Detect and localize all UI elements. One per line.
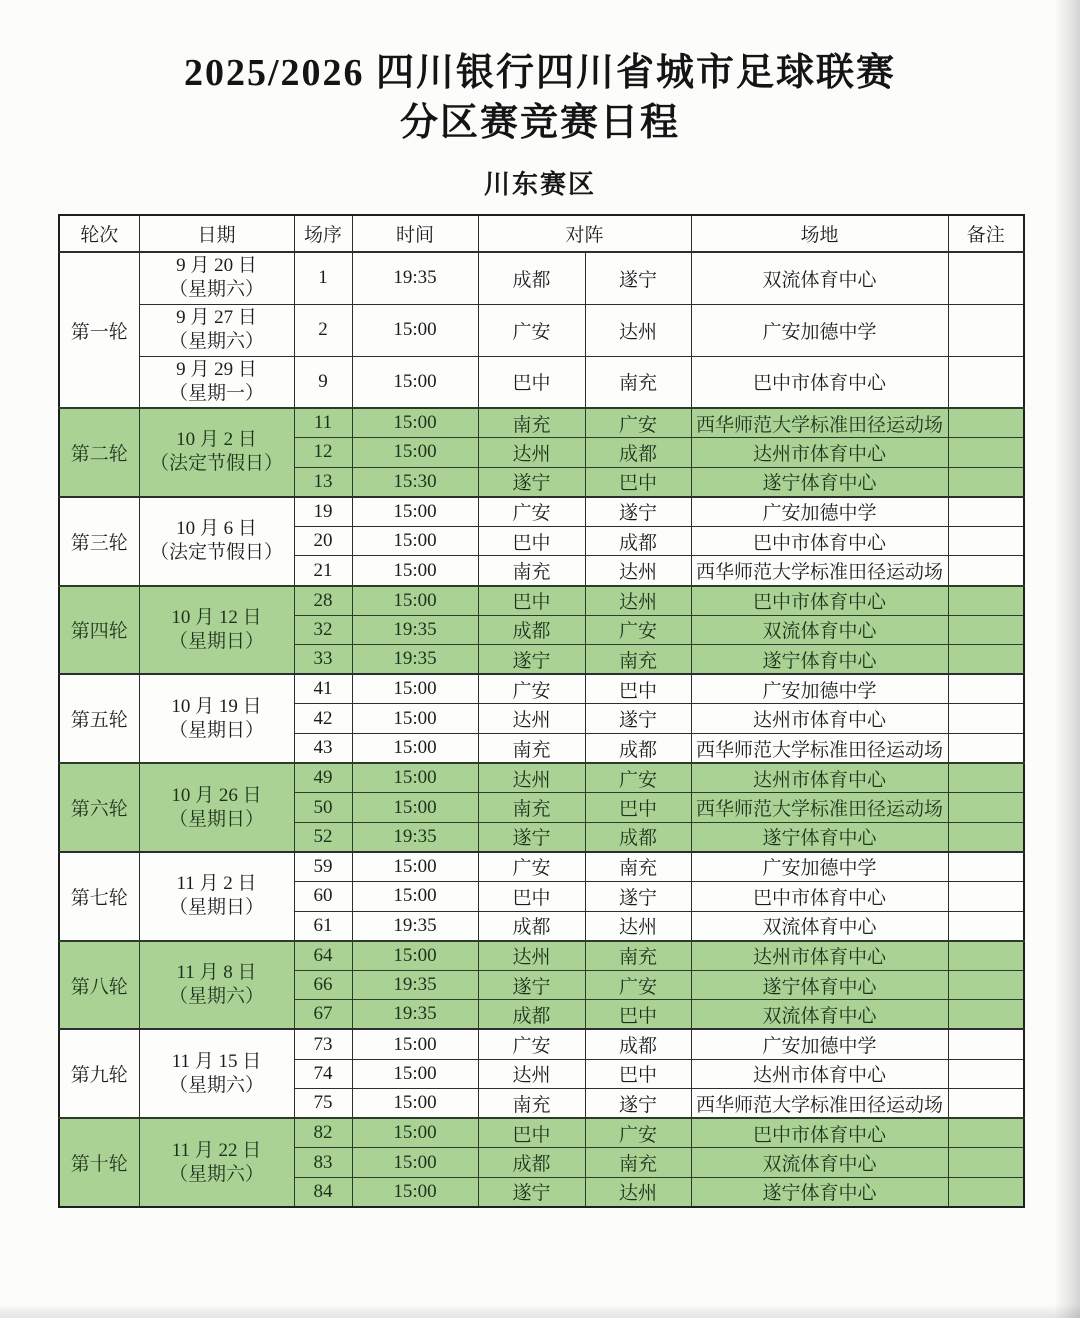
- away-team: 成都: [585, 822, 691, 852]
- home-team: 巴中: [478, 882, 585, 912]
- date-cell: [139, 852, 294, 941]
- round-label: 第四轮: [59, 586, 139, 675]
- match-no: 2: [294, 304, 352, 356]
- title-block: [0, 0, 1080, 148]
- date-text: 9 月 27 日: [176, 307, 257, 328]
- away-team: 达州: [585, 1177, 691, 1207]
- date-cell: [139, 1118, 294, 1207]
- header-round: 轮次: [59, 215, 139, 252]
- date-note-text: （星期日）: [168, 719, 264, 741]
- away-team: 达州: [585, 911, 691, 941]
- match-time: 15:00: [352, 1177, 478, 1207]
- away-team: 广安: [585, 615, 691, 645]
- match-time: 15:00: [352, 304, 478, 356]
- date-cell: [139, 674, 294, 763]
- home-team: 南充: [478, 556, 585, 586]
- away-team: 遂宁: [585, 882, 691, 912]
- match-row: [59, 408, 1024, 438]
- venue: 遂宁体育中心: [691, 1177, 948, 1207]
- photo-edge-shadow-bottom: [0, 1304, 1080, 1318]
- date-note-text: （星期六）: [168, 986, 264, 1008]
- round-label: 第二轮: [59, 408, 139, 497]
- away-team: 成都: [585, 734, 691, 764]
- match-time: 19:35: [352, 970, 478, 1000]
- away-team: 遂宁: [585, 497, 691, 527]
- date-text: 10 月 26 日: [171, 784, 262, 806]
- match-no: 83: [294, 1148, 352, 1178]
- date-text: 9 月 29 日: [176, 358, 257, 380]
- date-cell: [139, 304, 294, 356]
- match-time: 19:35: [352, 822, 478, 852]
- match-no: 19: [294, 497, 352, 527]
- home-team: 巴中: [478, 1118, 585, 1148]
- schedule-body: [59, 252, 1024, 1207]
- match-time: 15:00: [352, 356, 478, 408]
- date-cell: [139, 252, 294, 304]
- date-text: 11 月 22 日: [171, 1139, 262, 1161]
- header-match-no: 场序: [294, 215, 352, 252]
- remark: [948, 793, 1024, 823]
- venue: 西华师范大学标准田径运动场: [691, 1089, 948, 1119]
- away-team: 巴中: [585, 467, 691, 497]
- date-text: 10 月 6 日: [176, 518, 257, 540]
- home-team: 广安: [478, 852, 585, 882]
- remark: [948, 556, 1024, 586]
- match-row: [59, 674, 1024, 704]
- remark: [948, 1118, 1024, 1148]
- venue: 双流体育中心: [691, 911, 948, 941]
- remark: [948, 1059, 1024, 1089]
- match-time: 19:35: [352, 911, 478, 941]
- away-team: 成都: [585, 1029, 691, 1059]
- match-no: 82: [294, 1118, 352, 1148]
- match-time: 15:00: [352, 852, 478, 882]
- match-row: [59, 1029, 1024, 1059]
- match-no: 21: [294, 556, 352, 586]
- date-note-text: （法定节假日）: [149, 453, 283, 475]
- match-no: 50: [294, 793, 352, 823]
- away-team: 遂宁: [585, 704, 691, 734]
- remark: [948, 526, 1024, 556]
- match-time: 15:00: [352, 941, 478, 971]
- away-team: 南充: [585, 1148, 691, 1178]
- home-team: 广安: [478, 674, 585, 704]
- match-time: 15:00: [352, 526, 478, 556]
- away-team: 巴中: [585, 793, 691, 823]
- remark: [948, 1177, 1024, 1207]
- date-note-text: （星期六）: [168, 1074, 264, 1096]
- date-note-text: （星期日）: [168, 808, 264, 830]
- round-label: 第七轮: [59, 852, 139, 941]
- match-time: 15:00: [352, 1118, 478, 1148]
- venue: 西华师范大学标准田径运动场: [691, 793, 948, 823]
- away-team: 广安: [585, 1118, 691, 1148]
- date-cell: [139, 763, 294, 852]
- home-team: 成都: [478, 1000, 585, 1030]
- round-label: 第十轮: [59, 1118, 139, 1207]
- home-team: 成都: [478, 615, 585, 645]
- home-team: 成都: [478, 911, 585, 941]
- remark: [948, 734, 1024, 764]
- match-no: 12: [294, 438, 352, 468]
- remark: [948, 586, 1024, 616]
- remark: [948, 970, 1024, 1000]
- match-no: 1: [294, 252, 352, 304]
- venue: 巴中市体育中心: [691, 356, 948, 408]
- header-venue: 场地: [691, 215, 948, 252]
- match-no: 42: [294, 704, 352, 734]
- date-note-text: （星期日）: [168, 897, 264, 919]
- venue: 双流体育中心: [691, 1148, 948, 1178]
- venue: 双流体育中心: [691, 615, 948, 645]
- date-note-text: （法定节假日）: [149, 542, 283, 564]
- page-title-line1: 2025/2026 四川银行四川省城市足球联赛: [183, 52, 897, 94]
- home-team: 广安: [478, 304, 585, 356]
- away-team: 成都: [585, 526, 691, 556]
- match-no: 75: [294, 1089, 352, 1119]
- date-note-text: （星期日）: [168, 630, 264, 652]
- round-label: 第六轮: [59, 763, 139, 852]
- remark: [948, 822, 1024, 852]
- home-team: 遂宁: [478, 467, 585, 497]
- date-text: 10 月 12 日: [171, 606, 262, 628]
- round-label: 第九轮: [59, 1029, 139, 1118]
- match-row: [59, 304, 1024, 356]
- remark: [948, 1089, 1024, 1119]
- match-time: 15:00: [352, 497, 478, 527]
- remark: [948, 704, 1024, 734]
- venue: 广安加德中学: [691, 852, 948, 882]
- match-time: 19:35: [352, 615, 478, 645]
- match-no: 33: [294, 645, 352, 675]
- home-team: 南充: [478, 408, 585, 438]
- venue: 双流体育中心: [691, 1000, 948, 1030]
- match-time: 15:00: [352, 734, 478, 764]
- round-label: 第三轮: [59, 497, 139, 586]
- match-time: 15:00: [352, 1029, 478, 1059]
- home-team: 达州: [478, 1059, 585, 1089]
- away-team: 巴中: [585, 1059, 691, 1089]
- home-team: 遂宁: [478, 822, 585, 852]
- home-team: 南充: [478, 734, 585, 764]
- remark: [948, 497, 1024, 527]
- match-time: 15:00: [352, 1148, 478, 1178]
- match-no: 64: [294, 941, 352, 971]
- home-team: 达州: [478, 941, 585, 971]
- header-remark: 备注: [948, 215, 1024, 252]
- venue: 达州市体育中心: [691, 1059, 948, 1089]
- match-time: 15:00: [352, 1089, 478, 1119]
- venue: 巴中市体育中心: [691, 526, 948, 556]
- away-team: 达州: [585, 586, 691, 616]
- date-text: 10 月 2 日: [176, 429, 257, 451]
- match-no: 11: [294, 408, 352, 438]
- date-cell: [139, 356, 294, 408]
- match-time: 15:00: [352, 704, 478, 734]
- match-row: [59, 356, 1024, 408]
- home-team: 遂宁: [478, 645, 585, 675]
- date-text: 11 月 8 日: [176, 962, 257, 984]
- remark: [948, 252, 1024, 304]
- date-cell: [139, 586, 294, 675]
- home-team: 遂宁: [478, 970, 585, 1000]
- away-team: 遂宁: [585, 252, 691, 304]
- remark: [948, 1029, 1024, 1059]
- match-time: 15:00: [352, 586, 478, 616]
- venue: 巴中市体育中心: [691, 586, 948, 616]
- remark: [948, 882, 1024, 912]
- away-team: 广安: [585, 408, 691, 438]
- remark: [948, 941, 1024, 971]
- match-no: 43: [294, 734, 352, 764]
- venue: 遂宁体育中心: [691, 467, 948, 497]
- match-no: 28: [294, 586, 352, 616]
- venue: 广安加德中学: [691, 1029, 948, 1059]
- match-no: 60: [294, 882, 352, 912]
- home-team: 达州: [478, 763, 585, 793]
- match-row: [59, 763, 1024, 793]
- away-team: 达州: [585, 304, 691, 356]
- match-time: 19:35: [352, 1000, 478, 1030]
- round-label: 第八轮: [59, 941, 139, 1030]
- round-label: 第五轮: [59, 674, 139, 763]
- remark: [948, 1148, 1024, 1178]
- away-team: 达州: [585, 556, 691, 586]
- match-no: 52: [294, 822, 352, 852]
- match-no: 61: [294, 911, 352, 941]
- date-note-text: （星期六）: [168, 331, 264, 352]
- venue: 遂宁体育中心: [691, 822, 948, 852]
- match-row: [59, 252, 1024, 304]
- home-team: 达州: [478, 438, 585, 468]
- away-team: 遂宁: [585, 1089, 691, 1119]
- away-team: 巴中: [585, 1000, 691, 1030]
- venue: 西华师范大学标准田径运动场: [691, 734, 948, 764]
- remark: [948, 645, 1024, 675]
- match-time: 15:00: [352, 556, 478, 586]
- date-text: 11 月 2 日: [176, 873, 257, 895]
- away-team: 巴中: [585, 674, 691, 704]
- remark: [948, 467, 1024, 497]
- home-team: 达州: [478, 704, 585, 734]
- date-cell: [139, 941, 294, 1030]
- match-no: 20: [294, 526, 352, 556]
- match-time: 15:00: [352, 763, 478, 793]
- match-no: 9: [294, 356, 352, 408]
- date-text: 10 月 19 日: [171, 695, 262, 717]
- venue: 达州市体育中心: [691, 941, 948, 971]
- match-time: 19:35: [352, 645, 478, 675]
- match-row: [59, 497, 1024, 527]
- home-team: 成都: [478, 1148, 585, 1178]
- match-row: [59, 1118, 1024, 1148]
- away-team: 广安: [585, 763, 691, 793]
- date-cell: [139, 497, 294, 586]
- division-subtitle: 川东赛区: [483, 170, 596, 199]
- home-team: 巴中: [478, 586, 585, 616]
- match-row: [59, 941, 1024, 971]
- venue: 西华师范大学标准田径运动场: [691, 556, 948, 586]
- venue: 达州市体育中心: [691, 438, 948, 468]
- venue: 达州市体育中心: [691, 763, 948, 793]
- match-time: 19:35: [352, 252, 478, 304]
- home-team: 广安: [478, 1029, 585, 1059]
- match-no: 74: [294, 1059, 352, 1089]
- home-team: 遂宁: [478, 1177, 585, 1207]
- venue: 巴中市体育中心: [691, 1118, 948, 1148]
- remark: [948, 356, 1024, 408]
- remark: [948, 852, 1024, 882]
- page-title-line2: 分区赛竞赛日程: [399, 102, 680, 144]
- round-label: 第一轮: [59, 252, 139, 408]
- match-no: 84: [294, 1177, 352, 1207]
- match-time: 15:00: [352, 1059, 478, 1089]
- match-no: 73: [294, 1029, 352, 1059]
- date-text: 11 月 15 日: [171, 1050, 262, 1072]
- venue: 广安加德中学: [691, 674, 948, 704]
- remark: [948, 408, 1024, 438]
- match-row: [59, 852, 1024, 882]
- home-team: 巴中: [478, 356, 585, 408]
- match-no: 67: [294, 1000, 352, 1030]
- remark: [948, 438, 1024, 468]
- home-team: 南充: [478, 1089, 585, 1119]
- away-team: 南充: [585, 852, 691, 882]
- venue: 达州市体育中心: [691, 704, 948, 734]
- away-team: 南充: [585, 356, 691, 408]
- match-row: [59, 586, 1024, 616]
- match-no: 49: [294, 763, 352, 793]
- match-time: 15:30: [352, 467, 478, 497]
- home-team: 广安: [478, 497, 585, 527]
- away-team: 成都: [585, 438, 691, 468]
- match-time: 15:00: [352, 674, 478, 704]
- home-team: 南充: [478, 793, 585, 823]
- venue: 广安加德中学: [691, 304, 948, 356]
- match-no: 13: [294, 467, 352, 497]
- home-team: 巴中: [478, 526, 585, 556]
- match-time: 15:00: [352, 793, 478, 823]
- away-team: 南充: [585, 941, 691, 971]
- match-time: 15:00: [352, 408, 478, 438]
- header-row: [59, 215, 1024, 252]
- date-text: 9 月 20 日: [176, 255, 257, 277]
- home-team: 成都: [478, 252, 585, 304]
- remark: [948, 304, 1024, 356]
- date-cell: [139, 408, 294, 497]
- away-team: 广安: [585, 970, 691, 1000]
- remark: [948, 1000, 1024, 1030]
- match-no: 41: [294, 674, 352, 704]
- venue: 广安加德中学: [691, 497, 948, 527]
- match-no: 66: [294, 970, 352, 1000]
- date-note-text: （星期六）: [168, 279, 264, 301]
- venue: 遂宁体育中心: [691, 645, 948, 675]
- schedule-table: [58, 214, 1025, 1208]
- match-no: 32: [294, 615, 352, 645]
- venue: 双流体育中心: [691, 252, 948, 304]
- match-time: 15:00: [352, 882, 478, 912]
- header-matchup: 对阵: [478, 215, 691, 252]
- venue: 西华师范大学标准田径运动场: [691, 408, 948, 438]
- venue: 遂宁体育中心: [691, 970, 948, 1000]
- match-time: 15:00: [352, 438, 478, 468]
- away-team: 南充: [585, 645, 691, 675]
- remark: [948, 674, 1024, 704]
- remark: [948, 763, 1024, 793]
- date-cell: [139, 1029, 294, 1118]
- remark: [948, 615, 1024, 645]
- remark: [948, 911, 1024, 941]
- date-note-text: （星期一）: [168, 382, 264, 404]
- match-no: 59: [294, 852, 352, 882]
- venue: 巴中市体育中心: [691, 882, 948, 912]
- header-date: 日期: [139, 215, 294, 252]
- date-note-text: （星期六）: [168, 1163, 264, 1185]
- header-time: 时间: [352, 215, 478, 252]
